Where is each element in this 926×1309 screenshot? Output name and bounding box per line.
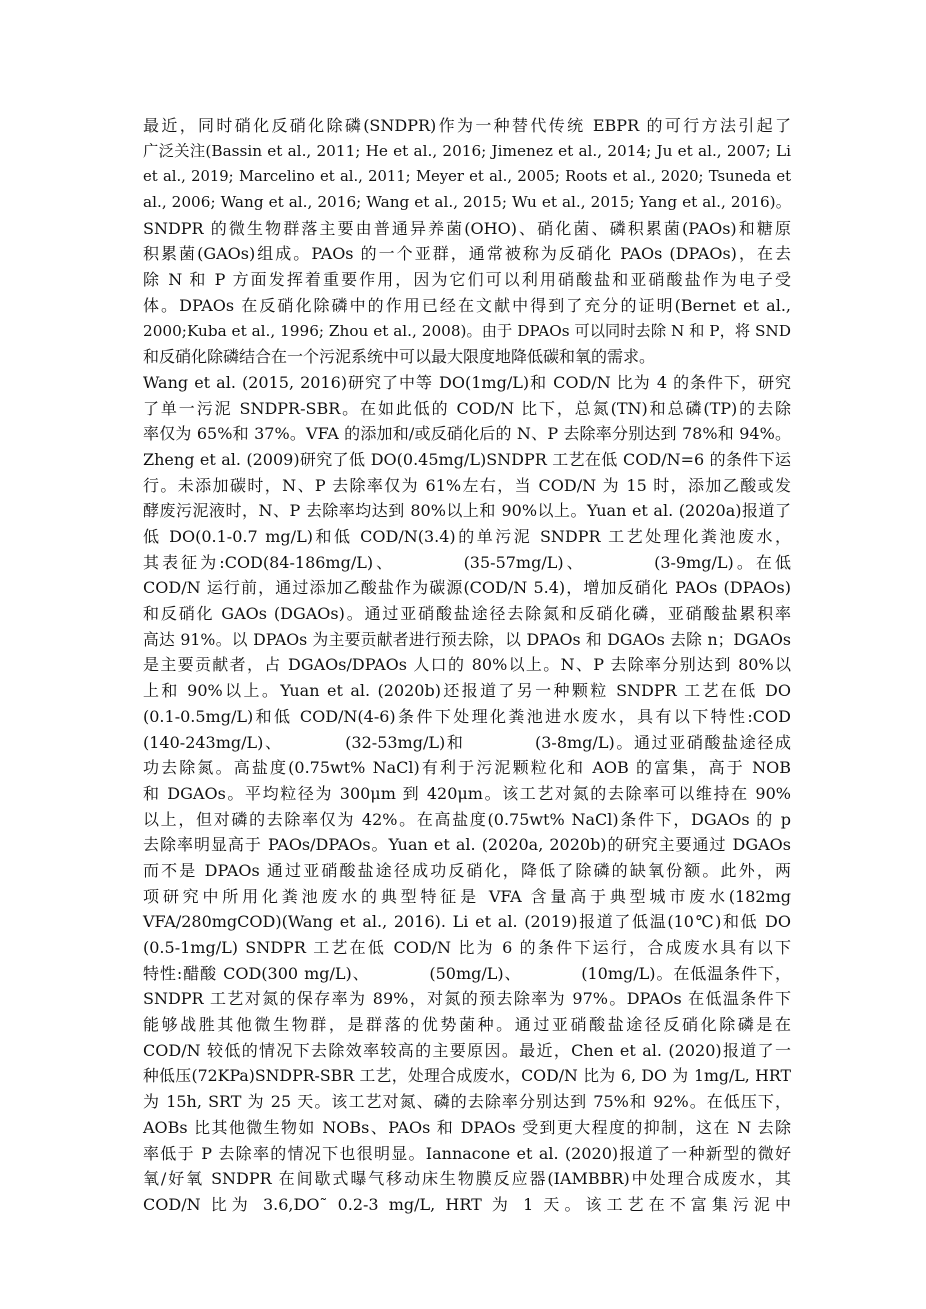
text-line: 项研究中所用化粪池废水的典型特征是 VFA 含量高于典型城市废水(182mg	[143, 886, 791, 906]
text-line: 2000;Kuba et al., 1996; Zhou et al., 2008)。由于 DPAOs 可以同时去除 N 和 P，将 SND	[143, 321, 791, 340]
text-line: 为 15h, SRT 为 25 天。该工艺对氮、磷的去除率分别达到 75%和 92%。在低压下，	[143, 1092, 791, 1112]
text-line: COD/N 比为 3.6,DO˜ 0.2-3 mg/L, HRT 为 1 天。该工艺在不富集污泥中	[143, 1194, 791, 1214]
text-line: et al., 2019; Marcelino et al., 2011; Meyer et al., 2005; Roots et al., 2020; Tsuneda et	[143, 168, 791, 186]
text-line: al., 2006; Wang et al., 2016; Wang et al., 2015; Wu et al., 2015; Yang et al., 2016)。	[143, 193, 791, 212]
text-line: 广泛关注(Bassin et al., 2011; He et al., 2016; Jimenez et al., 2014; Ju et al., 2007; Li	[143, 141, 791, 160]
text-line: Zheng et al. (2009)研究了低 DO(0.45mg/L)SNDPR 工艺在低 COD/N=6 的条件下运	[143, 449, 791, 469]
text-line: 除 N 和 P 方面发挥着重要作用，因为它们可以利用硝酸盐和亚硝酸盐作为电子受	[143, 270, 791, 290]
text-line: SNDPR 的微生物群落主要由普通异养菌(OHO)、硝化菌、磷积累菌(PAOs)和糖原	[143, 218, 791, 238]
text-line: 率仅为 65%和 37%。VFA 的添加和/或反硝化后的 N、P 去除率分别达到 78%和 94%。	[143, 424, 791, 444]
text-line: COD/N 运行前，通过添加乙酸盐作为碳源(COD/N 5.4)，增加反硝化 PAOs (DPAOs)	[143, 578, 791, 598]
text-line: 功去除氮。高盐度(0.75wt% NaCl)有利于污泥颗粒化和 AOB 的富集，高于 NOB	[143, 758, 791, 778]
text-line: 和 DGAOs。平均粒径为 300μm 到 420μm。该工艺对氮的去除率可以维持在 90%	[143, 783, 791, 803]
paragraph-review	[143, 370, 791, 1218]
text-line: AOBs 比其他微生物如 NOBs、PAOs 和 DPAOs 受到更大程度的抑制，这在 N 去除	[143, 1117, 791, 1137]
text-line: 和反硝化 GAOs (DGAOs)。通过亚硝酸盐途径去除氮和反硝化磷，亚硝酸盐累积率	[143, 604, 791, 624]
text-line: 行。未添加碳时，N、P 去除率仅为 61%左右，当 COD/N 为 15 时，添加乙酸或发	[143, 475, 791, 495]
text-line: (0.1-0.5mg/L)和低 COD/N(4-6)条件下处理化粪池进水废水，具有以下特性:COD	[143, 706, 791, 726]
text-line: 了单一污泥 SNDPR-SBR。在如此低的 COD/N 比下，总氮(TN)和总磷(TP)的去除	[143, 398, 791, 418]
text-line: 上和 90%以上。Yuan et al. (2020b)还报道了另一种颗粒 SNDPR 工艺在低 DO	[143, 681, 791, 701]
text-line: 氧/好氧 SNDPR 在间歇式曝气移动床生物膜反应器(IAMBBR)中处理合成废水，其	[143, 1169, 791, 1189]
text-line: 和反硝化除磷结合在一个污泥系统中可以最大限度地降低碳和氧的需求。	[143, 347, 656, 367]
text-line: 是主要贡献者，占 DGAOs/DPAOs 人口的 80%以上。N、P 去除率分别达到 80%以	[143, 655, 791, 675]
text-line: 低 DO(0.1-0.7 mg/L)和低 COD/N(3.4)的单污泥 SNDPR 工艺处理化粪池废水，	[143, 527, 791, 546]
text-line: Wang et al. (2015, 2016)研究了中等 DO(1mg/L)和 COD/N 比为 4 的条件下，研究	[143, 372, 791, 392]
text-line: 最近，同时硝化反硝化除磷(SNDPR)作为一种替代传统 EBPR 的可行方法引起了	[143, 116, 791, 135]
text-line: 高达 91%。以 DPAOs 为主要贡献者进行预去除，以 DPAOs 和 DGAOs 去除 n；DGAOs	[143, 629, 791, 649]
text-line: 能够战胜其他微生物群，是群落的优势菌种。通过亚硝酸盐途径反硝化除磷是在	[143, 1015, 791, 1035]
text-line: COD/N 较低的情况下去除效率较高的主要原因。最近，Chen et al. (2020)报道了一	[143, 1040, 791, 1060]
text-line: 以上，但对磷的去除率仅为 42%。在高盐度(0.75wt% NaCl)条件下，DGAOs 的 p	[143, 809, 791, 829]
text-line: 而不是 DPAOs 通过亚硝酸盐途径成功反硝化，降低了除磷的缺氧份额。此外，两	[143, 860, 791, 880]
document-body	[143, 113, 791, 1218]
text-line: VFA/280mgCOD)(Wang et al., 2016). Li et al. (2019)报道了低温(10℃)和低 DO	[143, 912, 791, 932]
text-line: 去除率明显高于 PAOs/DPAOs。Yuan et al. (2020a, 2020b)的研究主要通过 DGAOs	[143, 835, 791, 855]
paragraph-intro	[143, 113, 791, 370]
text-line: 率低于 P 去除率的情况下也很明显。Iannacone et al. (2020)报道了一种新型的微好	[143, 1143, 791, 1163]
text-line: (0.5-1mg/L) SNDPR 工艺在低 COD/N 比为 6 的条件下运行，合成废水具有以下	[143, 938, 791, 957]
text-line: 其表征为:COD(84-186mg/L)、 (35-57mg/L)、 (3-9mg/L)。在低	[143, 552, 791, 572]
text-line: 种低压(72KPa)SNDPR-SBR 工艺，处理合成废水，COD/N 比为 6, DO 为 1mg/L, HRT	[143, 1066, 791, 1086]
text-line: 积累菌(GAOs)组成。PAOs 的一个亚群，通常被称为反硝化 PAOs (DPAOs)，在去	[143, 244, 791, 264]
text-line: 体。DPAOs 在反硝化除磷中的作用已经在文献中得到了充分的证明(Bernet et al.,	[143, 295, 791, 315]
text-line: 特性:醋酸 COD(300 mg/L)、 (50mg/L)、 (10mg/L)。在低温条件下，	[143, 963, 791, 983]
text-line: 酵废污泥液时，N、P 去除率均达到 80%以上和 90%以上。Yuan et al. (2020a)报道了	[143, 501, 791, 521]
text-line: SNDPR 工艺对氮的保存率为 89%，对氮的预去除率为 97%。DPAOs 在低温条件下	[143, 989, 791, 1009]
text-line: (140-243mg/L)、 (32-53mg/L)和 (3-8mg/L)。通过亚硝酸盐途径成	[143, 732, 791, 752]
